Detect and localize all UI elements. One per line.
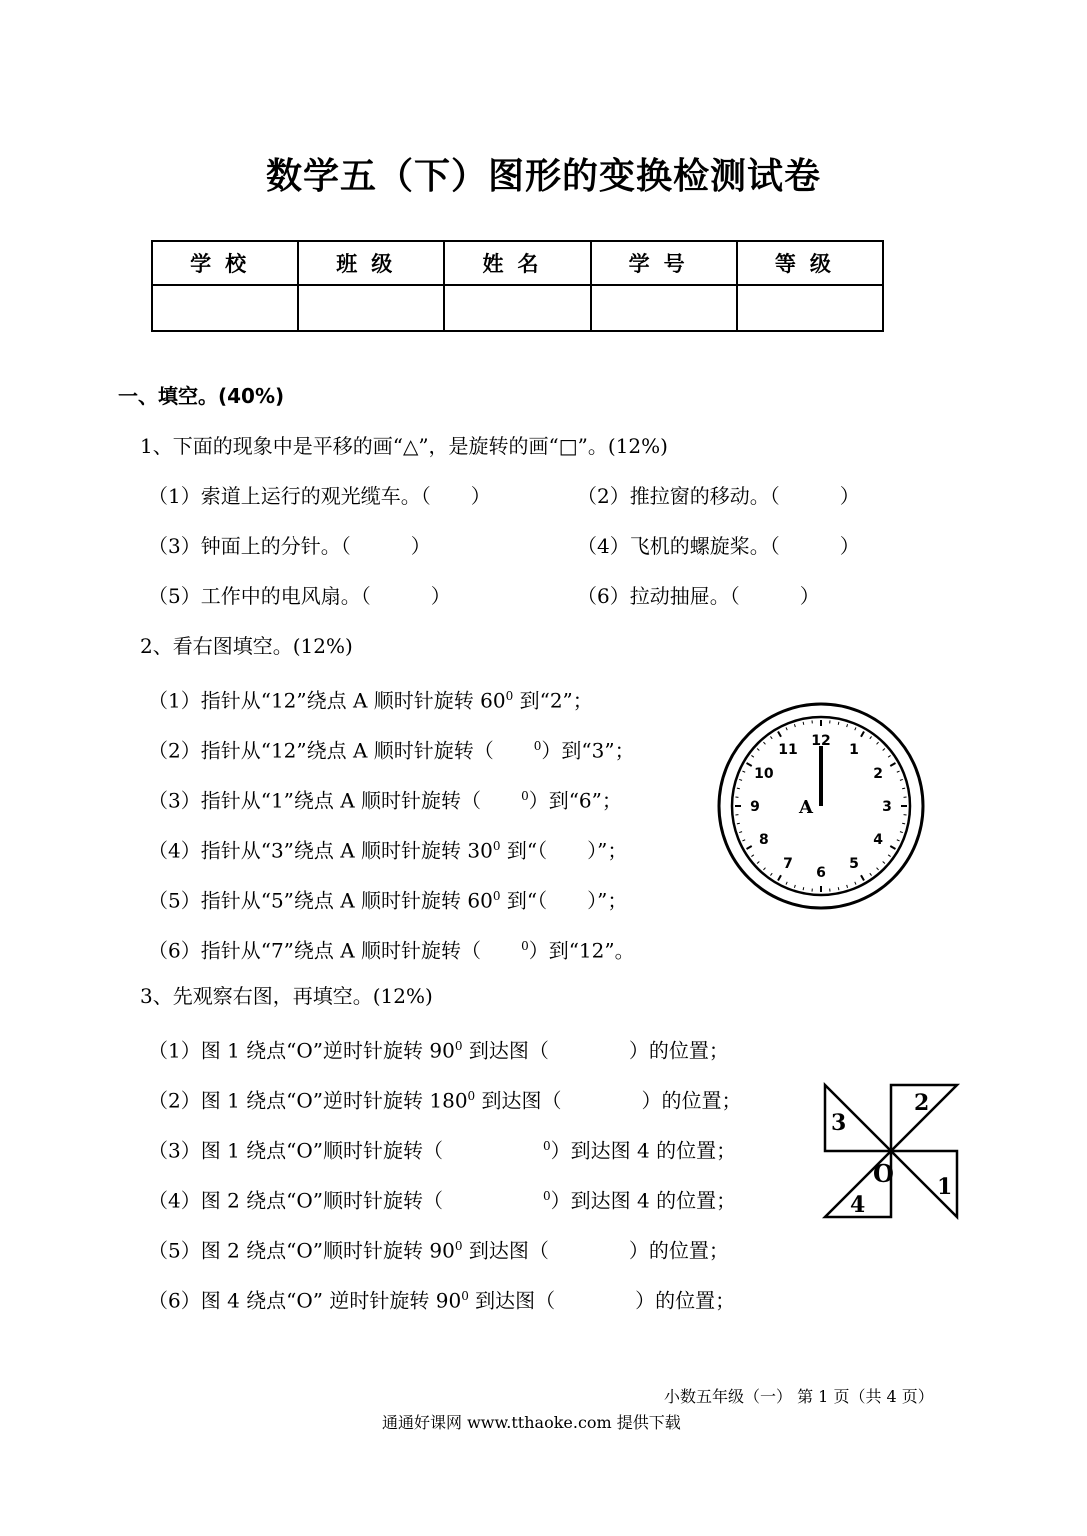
q2-item: （1）指针从“12”绕点 A 顺时针旋转 $60^0$ 到“2”； bbox=[148, 688, 593, 713]
clock-number: 5 bbox=[849, 856, 859, 873]
clock-tick bbox=[786, 882, 787, 885]
source-credit: 通通好课网 www.tthaoke.com 提供下载 bbox=[382, 1413, 681, 1432]
clock-tick bbox=[778, 875, 781, 880]
section-heading: 一、填空。(40%) bbox=[118, 384, 285, 408]
clock-tick bbox=[770, 873, 772, 875]
clock-number: 7 bbox=[783, 856, 793, 873]
clock-tick bbox=[855, 882, 856, 885]
clock-number: 3 bbox=[882, 799, 892, 815]
clock-tick bbox=[877, 868, 879, 870]
clock-tick bbox=[890, 846, 895, 849]
clock-tick bbox=[803, 722, 804, 725]
figure-label-3: 3 bbox=[831, 1110, 847, 1136]
clock-number: 11 bbox=[778, 741, 798, 758]
clock-tick bbox=[757, 748, 759, 750]
clock-tick bbox=[890, 763, 895, 766]
header-grade: 等级 bbox=[737, 241, 883, 285]
figure-center-label: O bbox=[873, 1159, 894, 1188]
q2-item: （5）指针从“5”绕点 A 顺时针旋转 $60^0$ 到“（ ）”； bbox=[148, 888, 628, 913]
clock-number: 9 bbox=[750, 799, 760, 815]
clock-tick bbox=[902, 823, 905, 824]
header-class: 班级 bbox=[298, 241, 444, 285]
clock-tick bbox=[838, 722, 839, 725]
page-title: 数学五（下）图形的变换检测试卷 bbox=[265, 156, 821, 197]
figure-label-2: 2 bbox=[914, 1090, 930, 1116]
clock-tick bbox=[900, 832, 903, 833]
q3-prompt: 3、先观察右图，再填空。(12%) bbox=[140, 984, 433, 1008]
clock-tick bbox=[902, 788, 905, 789]
grade-field[interactable] bbox=[737, 285, 883, 331]
figure-label-4: 4 bbox=[850, 1192, 866, 1218]
name-field[interactable] bbox=[444, 285, 590, 331]
clock-figure bbox=[715, 700, 927, 912]
page-info: 小数五年级（一） 第 1 页（共 4 页） bbox=[664, 1387, 934, 1406]
q3-item: （1）图 1 绕点“O”逆时针旋转 $90^0$ 到达图（ ）的位置； bbox=[148, 1038, 729, 1063]
figure-label-1: 1 bbox=[937, 1174, 953, 1200]
clock-tick bbox=[757, 862, 759, 864]
q2-item: （6）指针从“7”绕点 A 顺时针旋转（ $^0$）到“12”。 bbox=[148, 938, 635, 963]
q1-item: （3）钟面上的分针。（ ） bbox=[148, 534, 431, 558]
header-name: 姓名 bbox=[444, 241, 590, 285]
header-school: 学校 bbox=[152, 241, 298, 285]
student-id-field[interactable] bbox=[591, 285, 737, 331]
clock-tick bbox=[838, 887, 839, 890]
clock-tick bbox=[747, 763, 752, 766]
clock-number: 10 bbox=[754, 766, 774, 782]
q1-item: （5）工作中的电风扇。（ ） bbox=[148, 584, 451, 608]
pinwheel-figure bbox=[820, 1080, 962, 1222]
clock-tick bbox=[883, 748, 885, 750]
clock-tick bbox=[900, 779, 903, 780]
q1-item: （2）推拉窗的移动。（ ） bbox=[577, 484, 860, 508]
clock-tick bbox=[877, 742, 879, 744]
clock-tick bbox=[888, 755, 890, 757]
q3-item: （5）图 2 绕点“O”顺时针旋转 $90^0$ 到达图（ ）的位置； bbox=[148, 1238, 729, 1263]
clock-number: 2 bbox=[873, 766, 884, 782]
school-field[interactable] bbox=[152, 285, 298, 331]
clock-number: 6 bbox=[816, 865, 826, 881]
q2-item: （3）指针从“1”绕点 A 顺时针旋转（ $^0$）到“6”； bbox=[148, 788, 622, 813]
clock-tick bbox=[751, 755, 753, 757]
q2-item: （2）指针从“12”绕点 A 顺时针旋转（ $^0$）到“3”； bbox=[148, 738, 635, 763]
clock-number: 4 bbox=[873, 832, 884, 848]
clock-tick bbox=[763, 742, 765, 744]
clock-tick bbox=[747, 846, 752, 849]
q3-item: （4）图 2 绕点“O”顺时针旋转（ $^0$）到达图 4 的位置； bbox=[148, 1188, 737, 1213]
clock-tick bbox=[847, 724, 848, 727]
class-field[interactable] bbox=[298, 285, 444, 331]
student-info-table bbox=[151, 240, 884, 332]
q1-item: （4）飞机的螺旋桨。（ ） bbox=[577, 534, 860, 558]
clock-tick bbox=[897, 840, 900, 841]
q3-item: （3）图 1 绕点“O”顺时针旋转（ $^0$）到达图 4 的位置； bbox=[148, 1138, 737, 1163]
clock-tick bbox=[739, 832, 742, 833]
clock-number: 8 bbox=[758, 832, 769, 848]
clock-tick bbox=[888, 855, 890, 857]
clock-tick bbox=[855, 727, 856, 730]
q2-item: （4）指针从“3”绕点 A 顺时针旋转 $30^0$ 到“（ ）”； bbox=[148, 838, 628, 863]
clock-tick bbox=[742, 771, 745, 772]
clock-tick bbox=[737, 788, 740, 789]
q1-prompt: 1、下面的现象中是平移的画“△”，是旋转的画“□”。(12%) bbox=[140, 434, 668, 458]
clock-center-label: A bbox=[799, 797, 813, 818]
clock-tick bbox=[870, 736, 872, 738]
clock-tick bbox=[770, 736, 772, 738]
clock-tick bbox=[897, 771, 900, 772]
clock-tick bbox=[778, 732, 781, 737]
q3-item: （6）图 4 绕点“O” 逆时针旋转 $90^0$ 到达图（ ）的位置； bbox=[148, 1288, 736, 1313]
clock-tick bbox=[763, 868, 765, 870]
clock-number: 1 bbox=[849, 741, 859, 758]
q2-prompt: 2、看右图填空。(12%) bbox=[140, 634, 353, 658]
clock-tick bbox=[883, 862, 885, 864]
clock-tick bbox=[786, 727, 787, 730]
clock-tick bbox=[861, 732, 864, 737]
clock-tick bbox=[794, 885, 795, 888]
clock-tick bbox=[870, 873, 872, 875]
clock-tick bbox=[861, 875, 864, 880]
q1-item: （1）索道上运行的观光缆车。（ ） bbox=[148, 484, 491, 508]
header-student-id: 学号 bbox=[591, 241, 737, 285]
clock-number: 12 bbox=[811, 733, 831, 749]
clock-tick bbox=[794, 724, 795, 727]
clock-tick bbox=[742, 840, 745, 841]
clock-tick bbox=[847, 885, 848, 888]
q3-item: （2）图 1 绕点“O”逆时针旋转 $180^0$ 到达图（ ）的位置； bbox=[148, 1088, 742, 1113]
q1-item: （6）拉动抽屉。（ ） bbox=[577, 584, 820, 608]
clock-tick bbox=[803, 887, 804, 890]
clock-tick bbox=[739, 779, 742, 780]
clock-tick bbox=[737, 823, 740, 824]
clock-tick bbox=[751, 855, 753, 857]
